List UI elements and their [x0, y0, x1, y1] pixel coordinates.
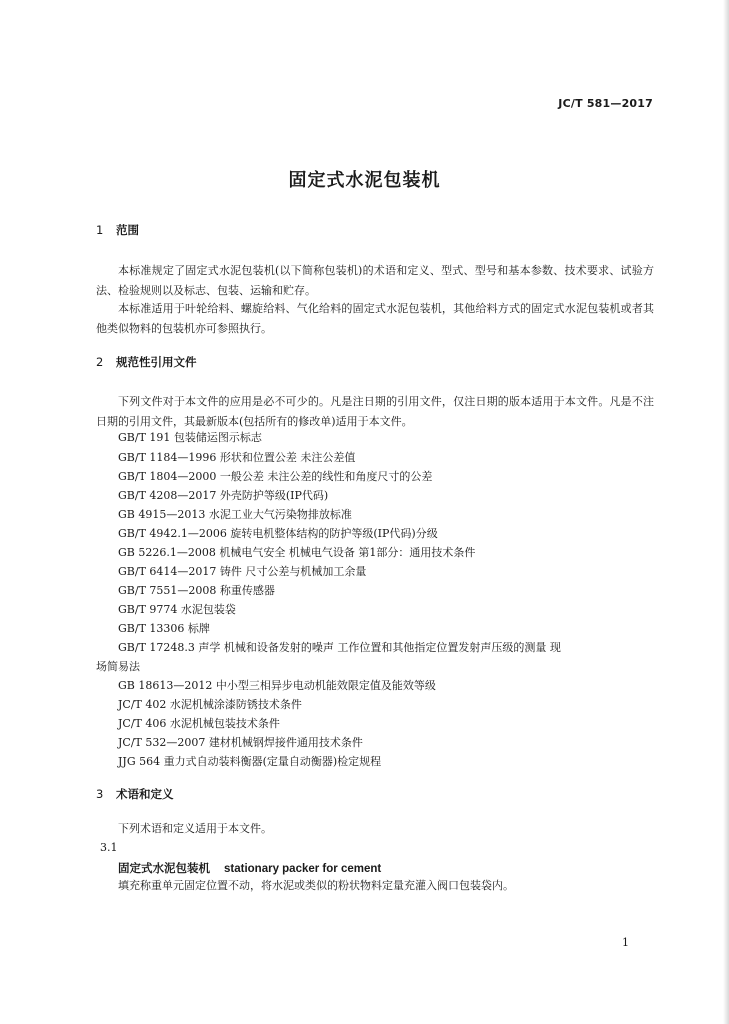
section-1-paragraph-1: 本标准规定了固定式水泥包装机(以下简称包装机)的术语和定义、型式、型号和基本参数、技术要求、试验方法、检验规则以及标志、包装、运输和贮存。	[96, 264, 654, 297]
reference-item: GB/T 6414—2017 铸件 尺寸公差与机械加工余量	[118, 565, 367, 578]
reference-item: JC/T 406 水泥机械包装技术条件	[118, 717, 280, 730]
section-title: 规范性引用文件	[116, 355, 197, 369]
reference-item: GB/T 191 包装储运图示标志	[118, 431, 262, 444]
section-number: 1	[96, 223, 104, 237]
section-1-heading	[96, 222, 139, 238]
reference-item: GB 5226.1—2008 机械电气安全 机械电气设备 第1部分：通用技术条件	[118, 546, 476, 559]
term-definition: 填充称重单元固定位置不动，将水泥或类似的粉状物料定量充灌入阀口包装袋内。	[118, 879, 514, 892]
section-title: 术语和定义	[116, 787, 174, 801]
section-number: 2	[96, 355, 104, 369]
scan-edge-shadow	[723, 0, 729, 1024]
term-chinese: 固定式水泥包装机	[118, 861, 210, 875]
reference-item: GB/T 1804—2000 一般公差 未注公差的线性和角度尺寸的公差	[118, 470, 433, 483]
section-1-paragraph-2: 本标准适用于叶轮给料、螺旋给料、气化给料的固定式水泥包装机，其他给料方式的固定式水泥包装机或者其他类似物料的包装机亦可参照执行。	[96, 302, 654, 335]
section-2-intro: 下列文件对于本文件的应用是必不可少的。凡是注日期的引用文件，仅注日期的版本适用于本文件。凡是不注日期的引用文件，其最新版本(包括所有的修改单)适用于本文件。	[96, 395, 654, 428]
reference-item-continued: 场简易法	[96, 660, 140, 673]
section-2-heading	[96, 354, 197, 370]
reference-item: GB 18613—2012 中小型三相异步电动机能效限定值及能效等级	[118, 679, 436, 692]
reference-item: GB/T 17248.3 声学 机械和设备发射的噪声 工作位置和其他指定位置发射声压级的测量 现	[118, 641, 561, 654]
term-number: 3.1	[100, 841, 118, 854]
term-heading	[118, 860, 381, 876]
standard-number: JC/T 581—2017	[558, 97, 653, 110]
reference-item: GB/T 9774 水泥包装袋	[118, 603, 236, 616]
reference-item: GB/T 4208—2017 外壳防护等级(IP代码)	[118, 489, 329, 502]
page-number: 1	[622, 936, 629, 949]
reference-item: GB/T 13306 标牌	[118, 622, 210, 635]
term-english: stationary packer for cement	[224, 863, 382, 875]
reference-item: JC/T 402 水泥机械涂漆防锈技术条件	[118, 698, 302, 711]
section-3-intro: 下列术语和定义适用于本文件。	[118, 822, 272, 835]
reference-item: GB/T 7551—2008 称重传感器	[118, 584, 275, 597]
reference-item: JJG 564 重力式自动装料衡器(定量自动衡器)检定规程	[118, 755, 382, 768]
reference-item: GB/T 1184—1996 形状和位置公差 未注公差值	[118, 451, 356, 464]
reference-item: JC/T 532—2007 建材机械钢焊接件通用技术条件	[118, 736, 363, 749]
document-title: 固定式水泥包装机	[288, 170, 441, 191]
reference-item: GB 4915—2013 水泥工业大气污染物排放标准	[118, 508, 352, 521]
section-number: 3	[96, 787, 104, 801]
section-3-heading	[96, 786, 174, 802]
section-title: 范围	[116, 223, 139, 237]
reference-item: GB/T 4942.1—2006 旋转电机整体结构的防护等级(IP代码)分级	[118, 527, 438, 540]
